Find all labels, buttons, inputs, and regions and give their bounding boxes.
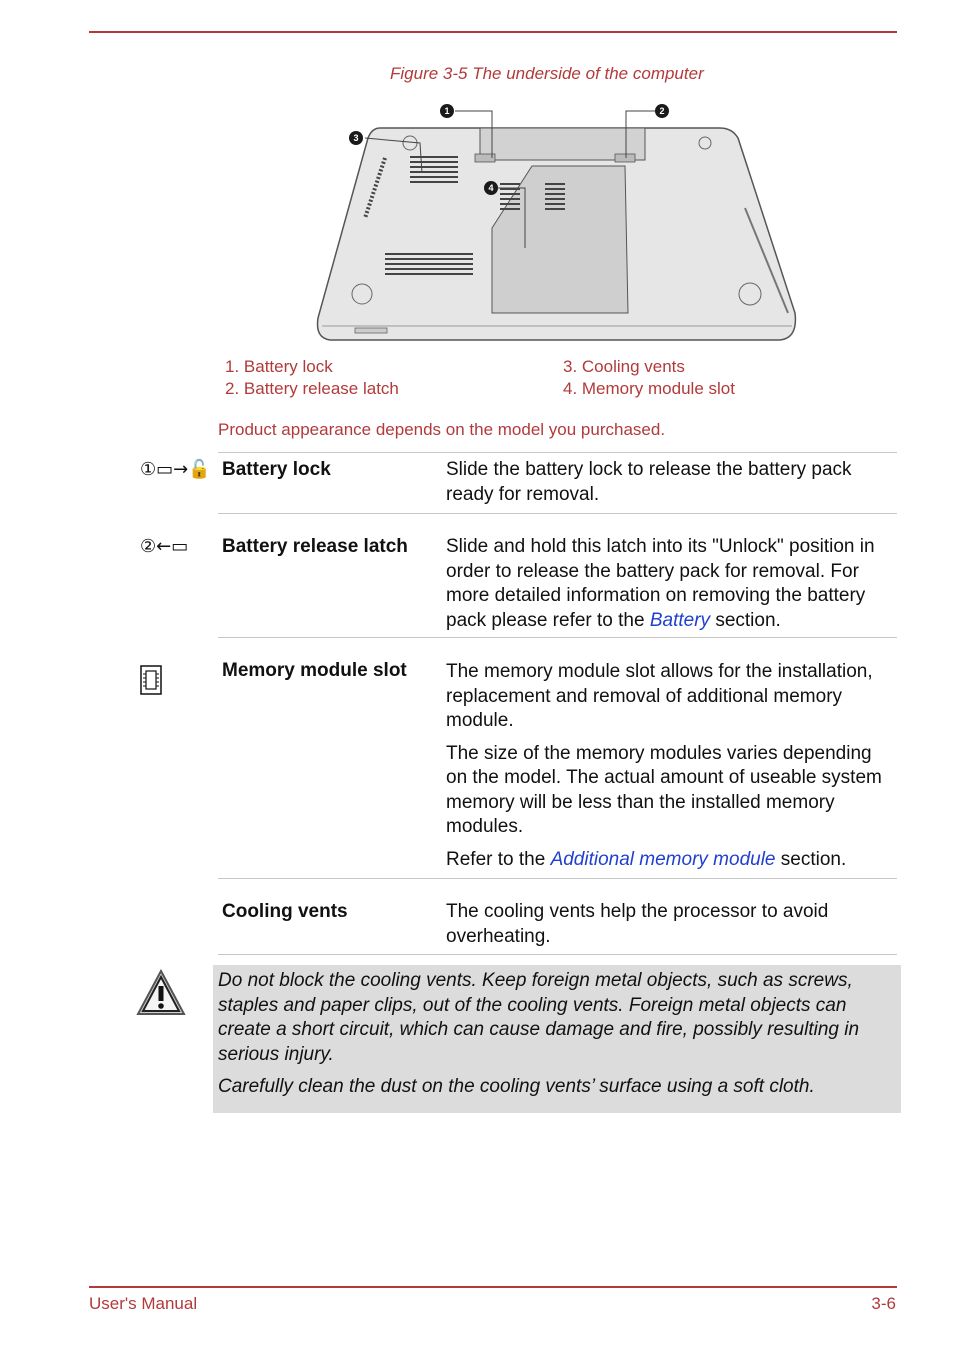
- figure-legend-left: [225, 356, 399, 400]
- figure-legend-right: [563, 356, 735, 400]
- desc-text: section.: [775, 848, 847, 870]
- desc-paragraph: The cooling vents help the processor to avoid overheating.: [446, 901, 829, 947]
- desc-paragraph: [446, 535, 896, 633]
- laptop-underside-illustration: [310, 98, 806, 348]
- desc-paragraph: [446, 848, 896, 873]
- term-memory-module-slot: Memory module slot: [222, 660, 407, 681]
- callout-3: 3: [353, 133, 359, 143]
- desc-cooling-vents: [446, 900, 896, 957]
- row-divider: [218, 954, 897, 955]
- battery-release-icon: ②←▭: [140, 536, 189, 557]
- legend-item: 4. Memory module slot: [563, 379, 735, 398]
- desc-paragraph: The memory module slot allows for the installation, replacement and removal of additional memory module.: [446, 661, 873, 731]
- header-rule: [89, 31, 897, 33]
- additional-memory-module-link[interactable]: Additional memory module: [550, 848, 776, 870]
- legend-item: 2. Battery release latch: [225, 379, 399, 398]
- warning-paragraph: Carefully clean the dust on the cooling vents’ surface using a soft cloth.: [218, 1076, 815, 1097]
- term-battery-release-latch: Battery release latch: [222, 536, 408, 557]
- desc-paragraph: Slide the battery lock to release the battery pack ready for removal.: [446, 459, 852, 505]
- callout-2: 2: [659, 106, 665, 116]
- row-divider: [218, 637, 897, 638]
- desc-battery-lock: [446, 458, 896, 515]
- desc-text: Refer to the: [446, 848, 551, 870]
- legend-item: 3. Cooling vents: [563, 357, 685, 376]
- battery-lock-icon: ①▭→🔓: [140, 459, 211, 480]
- row-divider: [218, 513, 897, 514]
- term-battery-lock: Battery lock: [222, 459, 331, 480]
- figure-caption: Figure 3-5 The underside of the computer: [390, 64, 704, 83]
- desc-paragraph: The size of the memory modules varies depending on the model. The actual amount of useable system memory will be less than the installed memory modules.: [446, 742, 882, 837]
- footer-title: User's Manual: [89, 1294, 198, 1313]
- page-number: 3-6: [871, 1294, 896, 1313]
- memory-module-icon: [140, 665, 162, 695]
- warning-triangle-icon: [136, 968, 186, 1018]
- desc-memory-module-slot: [446, 660, 896, 880]
- product-appearance-note: Product appearance depends on the model you purchased.: [218, 420, 666, 439]
- warning-paragraph: Do not block the cooling vents. Keep foreign metal objects, such as screws, staples and paper clips, out of the cooling vents. Foreign metal objects can create a short circuit, which can cause damage and fire, possibly resulting in serious injury.: [218, 970, 860, 1065]
- row-divider: [218, 452, 897, 453]
- callout-4: 4: [488, 183, 494, 193]
- desc-text: Slide and hold this latch into its "Unlock" position in order to release the battery pack for removal. For more detailed information on removing the battery pack please refer to the: [446, 536, 875, 631]
- term-cooling-vents: Cooling vents: [222, 901, 348, 922]
- battery-link[interactable]: Battery: [649, 609, 711, 631]
- row-divider: [218, 878, 897, 879]
- warning-text: [218, 969, 888, 1108]
- desc-battery-release-latch: [446, 535, 896, 641]
- desc-text: section.: [710, 609, 781, 631]
- callout-1: 1: [444, 106, 450, 116]
- footer-rule: [89, 1286, 897, 1288]
- legend-item: 1. Battery lock: [225, 357, 333, 376]
